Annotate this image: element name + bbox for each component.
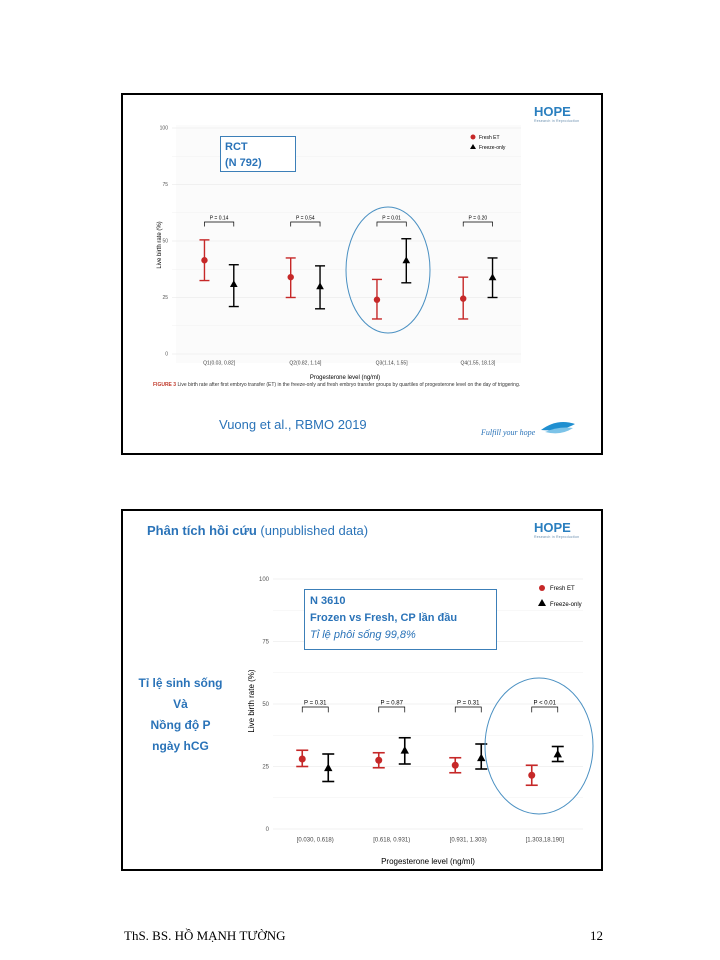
- rct-n: (N 792): [225, 157, 262, 169]
- hope-logo-text: HOPE: [534, 104, 571, 119]
- y-tick-label: 0: [265, 827, 269, 833]
- x-tick-label: [0.030, 0.618): [296, 837, 334, 844]
- y-axis-label: Live birth rate (%): [247, 669, 256, 733]
- x-tick-label: Q2(0.82, 1.14]: [289, 360, 322, 367]
- footer-page-number: 12: [590, 928, 603, 943]
- x-tick-label: [1.303,18.190]: [525, 837, 564, 844]
- y-axis-label: Live birth rate (%): [157, 221, 163, 269]
- y-tick-label: 50: [262, 702, 269, 708]
- figure-caption: [153, 382, 533, 389]
- side-label-line4: ngày hCG: [152, 739, 209, 753]
- tagline: Fulfill your hope: [481, 428, 536, 437]
- fresh-et-point: [201, 257, 207, 263]
- fresh-et-point: [375, 757, 382, 764]
- y-tick-label: 50: [162, 238, 168, 245]
- p-value-label: P = 0.20: [468, 215, 488, 222]
- p-value-label: P < 0.01: [533, 700, 556, 707]
- y-tick-label: 100: [159, 125, 168, 132]
- legend-fresh-marker: [471, 135, 476, 140]
- y-tick-label: 75: [262, 639, 269, 646]
- x-tick-label: Q4(1.55, 18.13]: [460, 360, 496, 367]
- hope-logo-subtitle: Research in Reproduction: [534, 535, 580, 539]
- chart-1: [123, 95, 601, 395]
- p-value-label: P = 0.14: [209, 215, 229, 222]
- rct-label: RCT: [225, 141, 248, 153]
- legend-fresh-label: Fresh ET: [550, 586, 575, 592]
- fresh-et-point: [299, 756, 306, 763]
- p-value-label: P = 0.01: [382, 215, 401, 222]
- legend-freeze-label: Freeze-only: [550, 602, 582, 608]
- y-tick-label: 75: [162, 182, 168, 189]
- p-value-label: P = 0.54: [296, 215, 315, 222]
- rct-info-box: [220, 136, 296, 172]
- slide-1: [121, 93, 603, 455]
- fresh-et-point: [528, 772, 535, 779]
- p-value-label: P = 0.31: [457, 700, 480, 707]
- x-tick-label: Q3(1.14, 1.55]: [375, 360, 408, 367]
- cohort-comparison: Frozen vs Fresh, CP lần đầu: [310, 612, 458, 624]
- figure-caption-text: Live birth rate after first embryo transfer (ET) in the freeze-only and fresh embryo transfer groups by quartiles of progesterone level on the day of triggering.: [177, 382, 521, 388]
- side-label-line1: Tỉ lệ sinh sống: [138, 676, 223, 690]
- p-value-label: P = 0.31: [304, 700, 327, 707]
- slide-title-rest: (unpublished data): [256, 523, 369, 538]
- fresh-et-point: [460, 295, 466, 301]
- leaf-logo-icon: [539, 418, 579, 438]
- cohort-info-box: [304, 589, 497, 650]
- citation: Vuong et al., RBMO 2019: [219, 417, 367, 432]
- side-label-line3: Nồng độ P: [150, 718, 211, 732]
- slide-2: [121, 509, 603, 871]
- cohort-n: N 3610: [310, 595, 346, 607]
- legend-fresh-label: Fresh ET: [479, 135, 500, 141]
- y-tick-label: 100: [258, 577, 269, 583]
- p-value-label: P = 0.87: [380, 700, 403, 707]
- legend-freeze-label: Freeze-only: [479, 145, 506, 151]
- hope-logo-subtitle: Research in Reproduction: [534, 119, 580, 123]
- x-axis-label: Progesterone level (ng/ml): [309, 375, 381, 381]
- hope-logo-text: HOPE: [534, 520, 571, 535]
- x-axis-label: Progesterone level (ng/ml): [381, 857, 475, 866]
- fresh-et-point: [288, 274, 294, 280]
- cohort-survival: Tỉ lệ phôi sống 99,8%: [310, 629, 416, 641]
- y-tick-label: 25: [162, 295, 168, 302]
- fresh-et-point: [452, 762, 459, 769]
- x-tick-label: [0.931, 1.303): [449, 837, 487, 844]
- fresh-et-point: [374, 297, 380, 303]
- y-tick-label: 25: [262, 764, 269, 771]
- slide-title-bold: Phân tích hồi cứu: [147, 523, 257, 538]
- x-tick-label: Q1(0.03, 0.82]: [203, 360, 236, 367]
- figure-caption-label: FIGURE 3: [153, 382, 177, 388]
- y-tick-label: 0: [165, 351, 168, 358]
- footer-author: ThS. BS. HỒ MẠNH TƯỜNG: [124, 928, 286, 943]
- side-label-line2: Và: [173, 697, 188, 711]
- chart-2: [123, 511, 601, 869]
- x-tick-label: [0.618, 0.931): [373, 837, 411, 844]
- legend-fresh-marker: [539, 585, 545, 591]
